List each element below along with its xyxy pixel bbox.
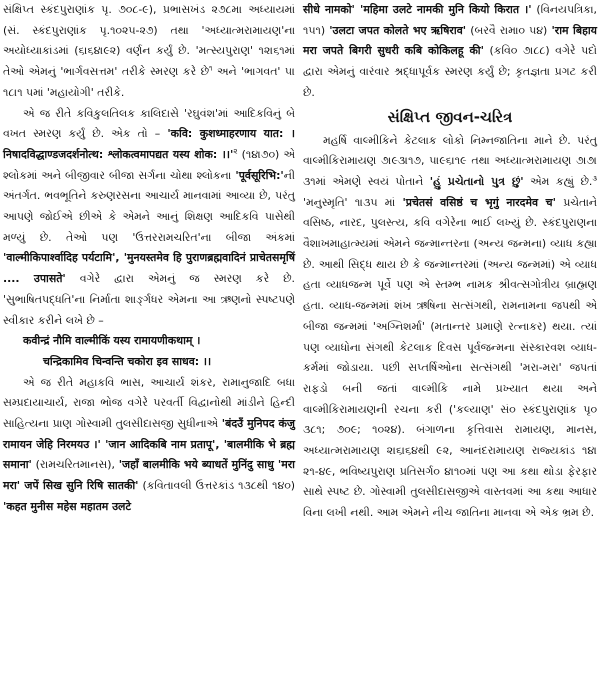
text-run: (કવિતાવલી ઉત્તરકાંડ ૧૩૮થી ૧૪૦) (138, 479, 296, 493)
text-run: (બરવૈ રામા૦ ૫૪) (466, 23, 552, 37)
paragraph-later-scholars (3, 373, 295, 518)
text-run: (વિનયપત્રિકા, ૧૫૧) (303, 3, 597, 37)
verse-line-1: कवीन्द्रं नौमि वाल्मीकिं यस्य रामायणीकथाम् । (23, 334, 201, 348)
text-run: એ જ રીતે મહાકવિ ભાસ, આચાર્ય શંકર, રામાનુજાદિ બધા સમ્પ્રદાયાચાર્ય, રાજા ભોજ વગેરે પરવર્તી વિદ્વાનોથી માંડીને હિન્દી સાહિત્યના પ્રાણ ગોસ્વામી તુલસીદાસજી સુધીનાએ (3, 375, 295, 431)
text-run: ની અંતર્ગત. ભવભૂતિને કરુણરસના આચાર્ય માનવામાં આવ્યા છે, પરંતુ આપણે જોઈએ છીએ કે એમને આનું શિક્ષણ આદિકવિ પાસેથી મળ્યું છે. તેઓ પણ 'ઉત્તરરામચરિત'ના બીજા અંકમાં (3, 168, 295, 244)
hindi-quote: 'राम बिहाय मरा जपते बिगरी सुधरी कबि कोकिलहू की' (303, 23, 597, 58)
hindi-quote: सीधे नामको' 'महिमा उलटे नामकी मुनि कियो किरात ।' (303, 3, 532, 16)
text-run: (કવિ૦ ૭।૮૮) વગેરે પદો દ્વારા એમનું વારંવાર શ્રદ્ધાપૂર્વક સ્મરણ કર્યું છે; કૃતજ્ઞતા પ્રગટ કરી છે. (303, 44, 597, 99)
text-run: એ જ રીતે કવિકુલતિલક કાલિદાસે 'રઘુવંશ'માં આદિકવિનું બે વખત સ્મરણ કર્યું છે. એક તો – (3, 106, 295, 141)
hindi-quote: 'बंदउँ मुनिपद कंजु रामायन जेहि निरमयउ ।' (3, 417, 295, 451)
footnote-marker: ૨ (233, 147, 238, 156)
text-run: (૧૪।૭૦) એ શ્લોકમાં અને બીજીવાર બીજા સર્ગના ચોથા શ્લોકના (3, 147, 295, 182)
text-run: 'મનુસ્મૃતિ' ૧।૩૫ માં (303, 195, 403, 209)
text-run: અને 'ભાગવત' ૫।૧૮।૧ પમાં 'મહાયોગી' તરીકે. (3, 65, 295, 99)
hindi-quote: 'कहत मुनीस महेस महातम उलटे (3, 499, 131, 513)
paragraph-skanda-references (3, 0, 295, 104)
verse-line-2: चन्द्रिकामिव चिन्वन्ति चकोरा इव साधव: ।। (43, 354, 212, 368)
hindi-quote: 'उलटा जपत कोलते भए ऋषिराव' (329, 23, 467, 37)
hindi-quote: 'जान आदिकबि नाम प्रतापू', 'बालमीकि भे ब्रह्म समाना' (3, 437, 296, 472)
sanskrit-quote: 'वाल्मीकिपार्श्वादिह पर्यटामि', 'मुनयस्तमेव हि पुराणब्रह्मवादिनं प्राचेतसमृषिं .... उपासते' (3, 251, 295, 286)
text-run: વગેરે દ્વારા એમનું જ સ્મરણ કરે છે. 'સુભાષિતપદ્ધતિ'ના નિર્માતા શાર્ઙ્ગધર એમના આ ઋણનો સ્પષ્ટપણે સ્વીકાર કરીને લખે છે – (3, 272, 295, 327)
text-run: એમ કહ્યું છે. (523, 174, 593, 188)
footnote-marker: ૩ (592, 174, 597, 183)
quote: 'હું પ્રચેતાનો પુત્ર છું' (429, 174, 524, 188)
sanskrit-quote: 'प्रचेतसं वसिष्ठं च भृगुं नारदमेव च' (402, 195, 556, 209)
right-column (303, 0, 597, 524)
left-column (3, 0, 295, 518)
text-run: પ્રચેતાને વસિષ્ઠ, નારદ, પુલસ્ત્ય, કવિ વગેરેના ભાઈ લખ્યું છે. સ્કંદપુરાણના વૈશાખમાહાત્મ્યમાં એમને જન્માન્તરના (અન્ય જન્મના) વ્યાધ કહ્યા છે. આથી સિદ્ધ થાય છે કે જન્માન્તરમાં (અન્ય જન્મમાં) એ વ્યાધ હતા વ્યાધજન્મ પૂર્વે પણ એ સ્તમ્ભ નામક શ્રીવત્સગોત્રીય બ્રાહ્મણ હતા. વ્યાધ-જન્મમાં શંખ ઋષિના સત્સંગથી, રામનામના જપથી એ બીજા જન્મમાં 'અગ્નિશર્મા' (મતાન્તર પ્રમાણે રત્નાકર) થયા. ત્યાં પણ વ્યાધોના સંગથી કેટલાક દિવસ પૂર્વજન્મના સંસ્કારવશ વ્યાધ-કર્મમાં જોડાયા. પછી સપ્તર્ષિઓના સત્સંગથી 'મરા-મરા' જપતાં રાફડો બની જતાં વાલ્મીકિ નામે પ્રખ્યાત થયા અને વાલ્મીકિરામાયણની રચના કરી ('કલ્યાણ' સં૦ સ્કંદપુરાણાંક પૃ૦ ૩૮૧; ૭૦૯; ૧૦૨૪). બંગાળના કૃત્તિવાસ રામાયણ, માનસ, અધ્યાત્મરામાયણ ૨।૬।૬૪થી ૯૨, આનંદરામાયણ રાજ્યકાંડ ૧૪।૨૧-૪૯, ભવિષ્યપુરાણ પ્રતિસર્ગ૦ ૪।૧૦માં પણ આ કથા થોડા ફેરફાર સાથે સ્પષ્ટ છે. ગોસ્વામી તુલસીદાસજીએ વાસ્તવમાં આ કથા આધાર વિના લખી નથી. આમ એમને નીચ જાતિના માનવા એ એક ભ્રમ છે. (303, 195, 597, 520)
paragraph-life-story (303, 131, 597, 524)
section-heading: સંક્ષિપ્ત જીવન-ચરિત્ર (387, 107, 513, 126)
text-run: મહર્ષિ વાલ્મીકિને કેટલાક લોકો નિમ્નજાતિના માને છે. પરંતુ વાલ્મીકિરામાયણ ૭।૯૩।૧૭, ૫।૯૬।૧૯ તથા અધ્યાત્મરામાયણ ૭।૭।૩૧માં એમણે સ્વયં પોતાને (303, 133, 597, 188)
footnote-marker: ૧ (209, 64, 213, 73)
sanskrit-quote: 'पूर्वसूरिभि:' (235, 168, 284, 182)
text-run: સંક્ષિપ્ત સ્કંદપુરાણાંક પૃ. ૭૦૮-૯), પ્રભાસખંડ ૨૭૮મા અધ્યાયમાં (સં. સ્કંદપુરાણાંક પૃ.૧૦૨૫-૨૭) તથા 'અધ્યાત્મરામાયણ'ના અયોધ્યાકાંડમાં (૬।૬૪।૯૨) વર્ણન કર્યું છે. 'મત્સ્યપુરાણ' ૧૨।૬૧માં તેઓ એમનું 'ભાર્ગવસત્તમ' તરીકે સ્મરણ કરે છે (3, 3, 295, 79)
paragraph-kalidasa (3, 104, 295, 332)
paragraph-tulsidas-continued (303, 0, 597, 104)
hindi-quote: 'जहाँ बालमीकि भये ब्याधतें मुनिंदु साधु 'मरा मरा' जपें सिख सुनि रिषि सातकी' (3, 458, 295, 493)
text-run: (રામચરિતમાનસ), (31, 458, 119, 472)
sanskrit-quote: 'कवि: कुशध्माहरणाय यात: । निषादविद्धाण्डजदर्शनोत्थ: श्लोकत्वमापद्यत यस्य शोक: ।।' (3, 127, 295, 161)
